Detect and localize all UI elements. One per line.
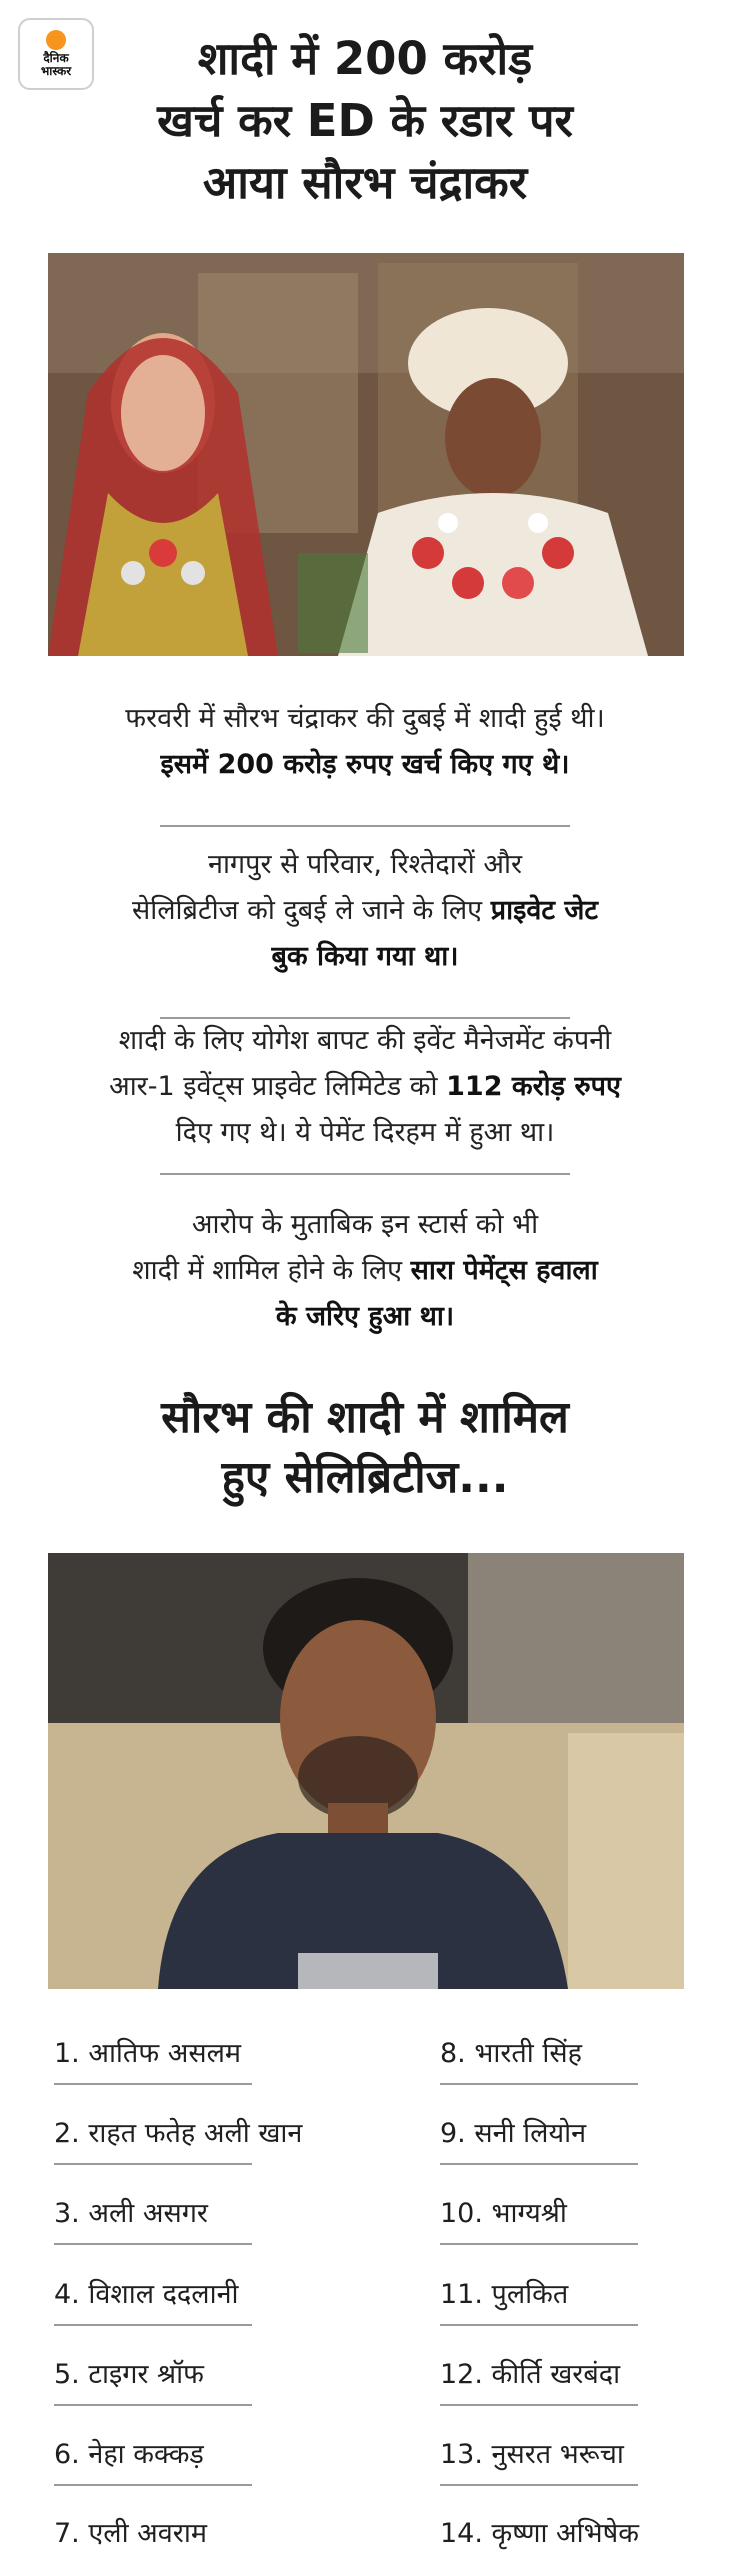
celebrity-name: 13. नुसरत भरूचा [440, 2439, 624, 2470]
divider [54, 2243, 252, 2245]
celebrities-heading-line-2: हुए सेलिब्रिटीज... [221, 1452, 509, 1503]
paragraph-3 [40, 1018, 690, 1156]
divider [160, 825, 570, 827]
celebrity-name: 11. पुलकित [440, 2279, 569, 2310]
celebrity-name: 9. सनी लियोन [440, 2118, 587, 2149]
sun-icon [46, 30, 66, 50]
celebrity-name: 1. आतिफ असलम [54, 2038, 242, 2069]
paragraph-1-text: फरवरी में सौरभ चंद्राकर की दुबई में शादी हुई थी। [125, 703, 605, 734]
portrait-illustration [48, 1553, 684, 1989]
logo-line-2: भास्कर [40, 64, 72, 78]
paragraph-4-text-2: शादी में शामिल होने के लिए [132, 1255, 403, 1286]
dainik-bhaskar-logo [18, 18, 94, 90]
divider [54, 2484, 252, 2486]
paragraph-3-text-2: आर-1 इवेंट्स प्राइवेट लिमिटेड को [109, 1071, 438, 1102]
celebrity-name: 5. टाइगर श्रॉफ [54, 2359, 204, 2390]
celebrity-name: 10. भाग्यश्री [440, 2198, 567, 2229]
paragraph-3-bold: 112 करोड़ रुपए [446, 1071, 621, 1102]
divider [440, 2083, 638, 2085]
divider [54, 2083, 252, 2085]
paragraph-2 [40, 842, 690, 980]
celebrity-name: 7. एली अवराम [54, 2518, 207, 2549]
divider [440, 2404, 638, 2406]
celebrity-name: 12. कीर्ति खरबंदा [440, 2359, 621, 2390]
divider [440, 2163, 638, 2165]
paragraph-3-text-3: दिए गए थे। ये पेमेंट दिरहम में हुआ था। [175, 1117, 555, 1148]
divider [54, 2324, 252, 2326]
headline-line-3: आया सौरभ चंद्राकर [202, 156, 528, 209]
celebrity-name: 4. विशाल ददलानी [54, 2279, 239, 2310]
wedding-photo [48, 253, 684, 656]
paragraph-3-text-1: शादी के लिए योगेश बापट की इवेंट मैनेजमेंट कंपनी [118, 1025, 612, 1056]
paragraph-2-bold-2: बुक किया गया था। [271, 941, 459, 972]
saurabh-photo [48, 1553, 684, 1989]
celebrities-heading [40, 1388, 690, 1508]
headline [100, 28, 630, 214]
celebrities-heading-line-1: सौरभ की शादी में शामिल [161, 1392, 569, 1443]
divider [54, 2163, 252, 2165]
wedding-illustration [48, 253, 684, 656]
paragraph-2-text-2: सेलिब्रिटीज को दुबई ले जाने के लिए [132, 895, 483, 926]
paragraph-1 [40, 696, 690, 788]
celebrity-name: 8. भारती सिंह [440, 2038, 582, 2069]
paragraph-1-bold: इसमें 200 करोड़ रुपए खर्च किए गए थे। [160, 749, 570, 780]
paragraph-2-text-1: नागपुर से परिवार, रिश्तेदारों और [207, 849, 523, 880]
celebrity-name: 14. कृष्णा अभिषेक [440, 2518, 639, 2549]
celebrity-name: 6. नेहा कक्कड़ [54, 2439, 204, 2470]
paragraph-4-text-1: आरोप के मुताबिक इन स्टार्स को भी [191, 1209, 539, 1240]
celebrity-list [52, 2020, 692, 2560]
paragraph-4-bold-1: सारा पेमेंट्स हवाला [410, 1255, 598, 1286]
celebrity-name: 2. राहत फतेह अली खान [54, 2118, 303, 2149]
divider [440, 2243, 638, 2245]
celebrity-name: 3. अली असगर [54, 2198, 208, 2229]
paragraph-2-bold-1: प्राइवेट जेट [490, 895, 598, 926]
divider [54, 2404, 252, 2406]
divider [160, 1173, 570, 1175]
headline-line-1: शादी में 200 करोड़ [197, 32, 533, 85]
logo-line-1: दैनिक [43, 51, 69, 65]
paragraph-4 [40, 1202, 690, 1340]
divider [440, 2324, 638, 2326]
headline-line-2: खर्च कर ED के रडार पर [157, 94, 573, 147]
paragraph-4-bold-2: के जरिए हुआ था। [275, 1301, 455, 1332]
divider [440, 2484, 638, 2486]
